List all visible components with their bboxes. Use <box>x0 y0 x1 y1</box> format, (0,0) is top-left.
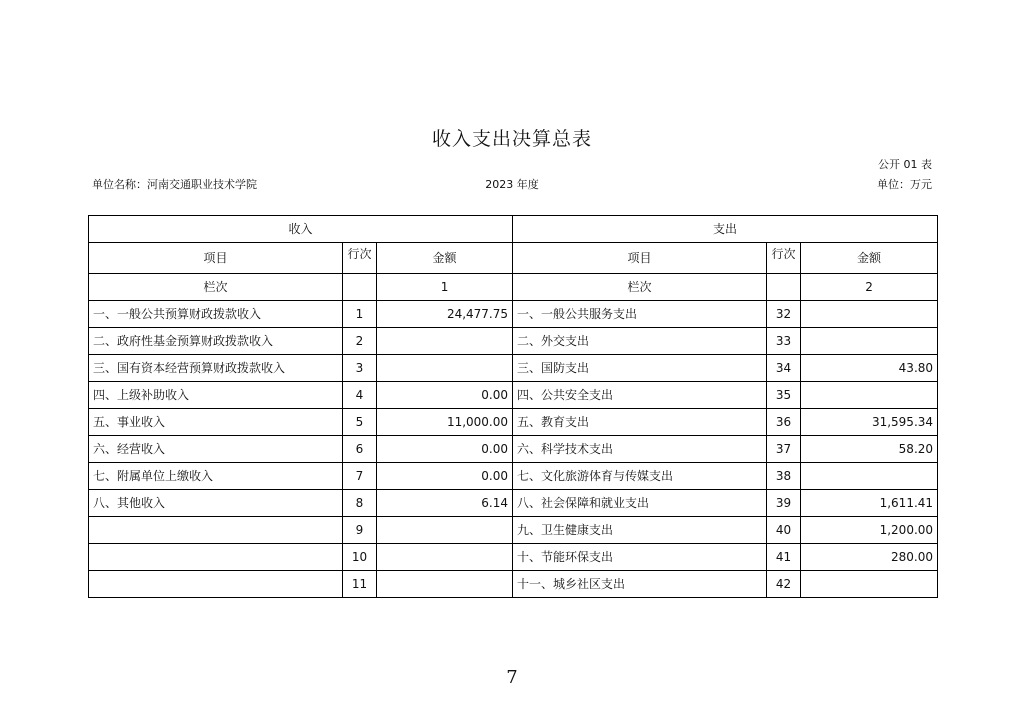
income-line-header: 行次 <box>343 243 377 274</box>
expense-item-cell: 六、科学技术支出 <box>513 436 767 463</box>
expense-item-cell: 七、文化旅游体育与传媒支出 <box>513 463 767 490</box>
expense-amount-cell <box>801 382 938 409</box>
expense-amount-cell: 43.80 <box>801 355 938 382</box>
table-row <box>89 544 938 571</box>
expense-amount-header: 金额 <box>801 243 938 274</box>
income-item-cell <box>89 571 343 598</box>
table-row <box>89 436 938 463</box>
income-line-cell: 9 <box>343 517 377 544</box>
expense-item-cell: 五、教育支出 <box>513 409 767 436</box>
expense-line-cell: 42 <box>767 571 801 598</box>
organization-name: 单位名称：河南交通职业技术学院 <box>92 178 257 191</box>
income-column-label: 栏次 <box>89 274 343 301</box>
expense-line-cell: 33 <box>767 328 801 355</box>
column-header-row <box>89 243 938 274</box>
table-row <box>89 355 938 382</box>
income-line-cell: 11 <box>343 571 377 598</box>
expense-line-header: 行次 <box>767 243 801 274</box>
table-row <box>89 409 938 436</box>
expense-item-cell: 十一、城乡社区支出 <box>513 571 767 598</box>
income-amount-cell <box>377 355 513 382</box>
income-item-cell: 六、经营收入 <box>89 436 343 463</box>
income-line-cell: 3 <box>343 355 377 382</box>
expense-line-cell: 39 <box>767 490 801 517</box>
expense-amount-cell <box>801 571 938 598</box>
income-line-cell: 7 <box>343 463 377 490</box>
expense-amount-cell: 1,611.41 <box>801 490 938 517</box>
expense-line-cell: 36 <box>767 409 801 436</box>
income-line-cell: 8 <box>343 490 377 517</box>
income-amount-cell <box>377 544 513 571</box>
income-amount-cell: 0.00 <box>377 382 513 409</box>
income-item-cell: 二、政府性基金预算财政拨款收入 <box>89 328 343 355</box>
empty-cell <box>767 274 801 301</box>
table-row <box>89 517 938 544</box>
expense-item-cell: 九、卫生健康支出 <box>513 517 767 544</box>
expense-item-header: 项目 <box>513 243 767 274</box>
expense-section-header: 支出 <box>513 216 938 243</box>
table-row <box>89 382 938 409</box>
table-row <box>89 301 938 328</box>
expense-line-cell: 34 <box>767 355 801 382</box>
income-amount-header: 金额 <box>377 243 513 274</box>
expense-amount-cell <box>801 463 938 490</box>
expense-amount-cell: 58.20 <box>801 436 938 463</box>
expense-line-cell: 38 <box>767 463 801 490</box>
income-item-cell: 七、附属单位上缴收入 <box>89 463 343 490</box>
table-row <box>89 490 938 517</box>
income-line-cell: 5 <box>343 409 377 436</box>
column-index-row <box>89 274 938 301</box>
income-item-header: 项目 <box>89 243 343 274</box>
page-number: 7 <box>506 667 518 688</box>
income-expense-table <box>88 215 938 598</box>
expense-line-cell: 41 <box>767 544 801 571</box>
income-item-cell: 四、上级补助收入 <box>89 382 343 409</box>
income-item-cell <box>89 544 343 571</box>
income-item-cell: 五、事业收入 <box>89 409 343 436</box>
currency-unit: 单位：万元 <box>877 178 932 191</box>
income-amount-cell: 11,000.00 <box>377 409 513 436</box>
expense-amount-cell: 31,595.34 <box>801 409 938 436</box>
expense-amount-cell <box>801 328 938 355</box>
income-column-index: 1 <box>377 274 513 301</box>
section-header-row <box>89 216 938 243</box>
expense-item-cell: 二、外交支出 <box>513 328 767 355</box>
income-item-cell: 八、其他收入 <box>89 490 343 517</box>
expense-line-cell: 32 <box>767 301 801 328</box>
income-amount-cell: 24,477.75 <box>377 301 513 328</box>
income-line-cell: 2 <box>343 328 377 355</box>
expense-amount-cell <box>801 301 938 328</box>
income-item-cell: 三、国有资本经营预算财政拨款收入 <box>89 355 343 382</box>
expense-line-cell: 40 <box>767 517 801 544</box>
income-amount-cell: 0.00 <box>377 463 513 490</box>
income-amount-cell <box>377 328 513 355</box>
expense-line-cell: 35 <box>767 382 801 409</box>
income-line-cell: 10 <box>343 544 377 571</box>
table-row <box>89 463 938 490</box>
expense-amount-cell: 1,200.00 <box>801 517 938 544</box>
expense-line-cell: 37 <box>767 436 801 463</box>
income-amount-cell <box>377 571 513 598</box>
expense-amount-cell: 280.00 <box>801 544 938 571</box>
empty-cell <box>343 274 377 301</box>
expense-item-cell: 三、国防支出 <box>513 355 767 382</box>
expense-item-cell: 四、公共安全支出 <box>513 382 767 409</box>
expense-item-cell: 一、一般公共服务支出 <box>513 301 767 328</box>
expense-column-index: 2 <box>801 274 938 301</box>
income-amount-cell <box>377 517 513 544</box>
income-amount-cell: 6.14 <box>377 490 513 517</box>
income-amount-cell: 0.00 <box>377 436 513 463</box>
income-line-cell: 4 <box>343 382 377 409</box>
income-line-cell: 6 <box>343 436 377 463</box>
page-title: 收入支出决算总表 <box>431 128 592 150</box>
fiscal-year: 2023 年度 <box>485 178 539 191</box>
expense-column-label: 栏次 <box>513 274 767 301</box>
form-number: 公开 01 表 <box>878 158 932 171</box>
income-section-header: 收入 <box>89 216 513 243</box>
income-line-cell: 1 <box>343 301 377 328</box>
expense-item-cell: 十、节能环保支出 <box>513 544 767 571</box>
expense-item-cell: 八、社会保障和就业支出 <box>513 490 767 517</box>
table-row <box>89 571 938 598</box>
income-item-cell: 一、一般公共预算财政拨款收入 <box>89 301 343 328</box>
income-item-cell <box>89 517 343 544</box>
table-row <box>89 328 938 355</box>
